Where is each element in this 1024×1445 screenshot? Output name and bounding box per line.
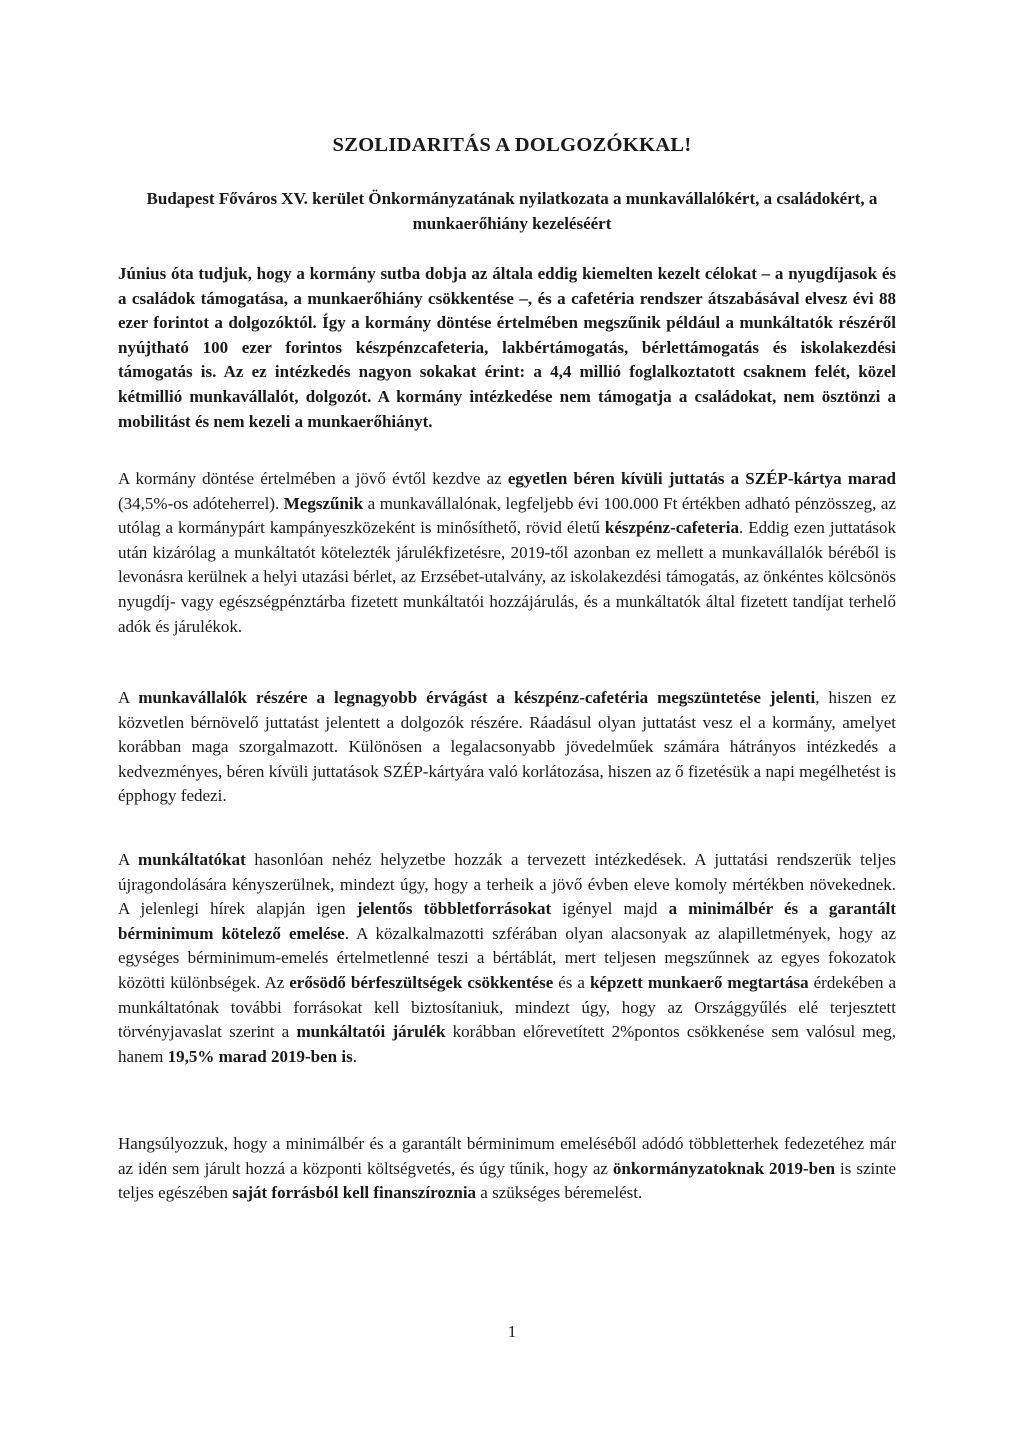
text-run: érdekében a munkáltatónak további forrásokat kell biztosítaniuk, mindezt úgy, hogy az Országgyűlés elé terjesztett törvényjavaslat szerint a <box>118 972 896 1042</box>
text-run: korábban előrevetített 2%pontos csökkenése sem valósul meg, hanem <box>118 1022 897 1066</box>
text-run: a szükséges béremelést. <box>476 1183 643 1203</box>
paragraph-3 <box>118 686 896 809</box>
text-run: (34,5%-os adóteherrel). <box>118 493 284 513</box>
text-run: Hangsúlyozzuk, hogy a minimálbér és a garantált bérminimum emeléséből adódó többletterhek fedezetéhez már az idén sem járult hozzá a központi költségvetés, és úgy tűnik, hogy az <box>118 1134 896 1178</box>
paragraph-2 <box>118 467 896 639</box>
paragraph-1: Június óta tudjuk, hogy a kormány sutba dobja az általa eddig kiemelten kezelt célokat – a nyugdíjasok és a családok támogatása, a munkaerőhiány csökkentése –, és a cafetéria rendszer átszabásával elvesz évi 88 ezer forintot a dolgozóktól. Így a kormány döntése értelmében megszűnik például a munkáltatók részéről nyújtható 100 ezer forintos készpénzcafeteria, lakbértámogatás, bérlettámogatás és iskolakezdési támogatás is. Az ez intézkedés nagyon sokakat érint: a 4,4 millió foglalkoztatott csaknem felét, közel kétmillió munkavállalót, dolgozót. A kormány intézkedése nem támogatja a családokat, nem ösztönzi a mobilitást és nem kezeli a munkaerőhiányt. <box>118 264 896 431</box>
emphasis: önkormányzatoknak 2019-ben <box>612 1158 836 1178</box>
page-number: 1 <box>507 1322 517 1341</box>
emphasis: jelentős többletforrásokat <box>356 899 552 919</box>
emphasis: készpénz-cafeteria <box>604 518 739 538</box>
emphasis: Megszűnik <box>283 493 364 513</box>
emphasis: a minimálbér és a garantált bérminimum kötelező emelése <box>118 899 896 943</box>
text-run: , hiszen ez közvetlen bérnövelő juttatást jelentett a dolgozók részére. Ráadásul olyan juttatást vesz el a kormány, amelyet korábban maga szorgalmazott. Különösen a legalacsonyabb jövedelműek számára hátrányos intézkedés a kedvezményes, béren kívüli juttatások SZÉP-kártyára való korlátozása, hiszen az ő fizetésük a napi megélhetést is épphogy fedezi. <box>118 688 896 806</box>
emphasis: 19,5% marad 2019-ben is <box>167 1046 353 1066</box>
text-run: a munkavállalónak, legfeljebb évi 100.000 Ft értékben adható pénzösszeg, az utólag a kormánypárt kampányeszközeként is minősíthető, rövid életű <box>118 493 896 538</box>
text-run: . <box>352 1046 357 1066</box>
emphasis: saját forrásból kell finanszíroznia <box>232 1183 477 1203</box>
emphasis: munkáltatói járulék <box>296 1022 446 1042</box>
text-run: igényel majd <box>551 899 669 919</box>
document-title: SZOLIDARITÁS A DOLGOZÓKKAL! <box>332 134 692 156</box>
text-run: A <box>118 850 139 869</box>
text-run: és a <box>553 972 590 992</box>
paragraph-5 <box>118 1132 896 1206</box>
text-run: . Eddig ezen juttatások után kizárólag a munkáltatót kötelezték járulékfizetésre, 2019-től azonban ez mellett a munkavállalók béréből is levonásra kerülnek a helyi utazási bérlet, az Erzsébet-utalvány, az iskolakezdési támogatás, az önkéntes kölcsönös nyugdíj- vagy egészségpénztárba fizetett munkáltatói hozzájárulás, és a munkáltatók által fizetett tandíjat terhelő adók és járulékok. <box>118 518 896 636</box>
emphasis: egyetlen béren kívüli juttatás a SZÉP-kártya marad <box>507 469 896 488</box>
text-run: is szinte teljes egészében <box>118 1158 897 1203</box>
document-subtitle: Budapest Főváros XV. kerület Önkormányzatának nyilatkozata a munkavállalókért, a családokért, a munkaerőhiány kezeléséért <box>146 189 878 233</box>
emphasis: munkavállalók részére a legnagyobb érvágást a készpénz-cafetéria megszüntetése jelenti <box>138 688 816 707</box>
paragraph-4 <box>118 848 896 1069</box>
emphasis: munkáltatókat <box>138 850 246 869</box>
emphasis: képzett munkaerő megtartása <box>589 972 809 992</box>
text-run: . A közalkalmazotti szférában olyan alacsonyak az alapilletmények, hogy az egységes bérminimum-emelés értelmetlenné teszi a bértáblát, mert teljesen megszűnnek az egyes fokozatok közötti különbségek. Az <box>118 923 897 992</box>
text-run: hasonlóan nehéz helyzetbe hozzák a tervezett intézkedések. A juttatási rendszerük teljes újragondolására kényszerülnek, mindezt úgy, hogy a terheik a jövő évben eleve komoly mértékben növekednek. A jelenlegi hírek alapján igen <box>118 850 896 919</box>
text-run: A <box>118 688 139 707</box>
emphasis: erősödő bérfeszültségek csökkentése <box>289 972 554 992</box>
text-run: A kormány döntése értelmében a jövő évtől kezdve az <box>118 469 508 488</box>
